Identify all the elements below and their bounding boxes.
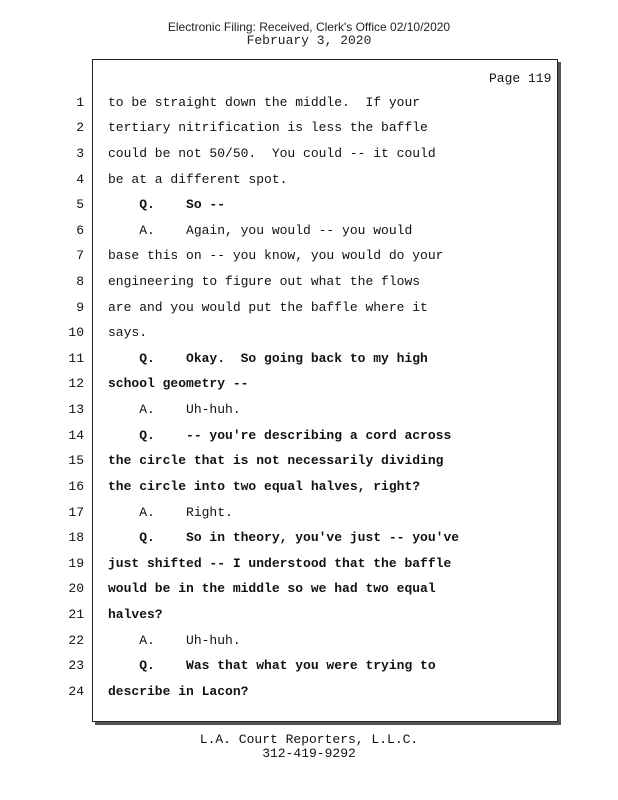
transcript-line: tertiary nitrification is less the baffle <box>108 120 428 135</box>
transcript-line: school geometry -- <box>108 376 249 391</box>
line-number: 4 <box>76 172 84 187</box>
transcript-line: the circle that is not necessarily dividing <box>108 453 444 468</box>
line-number: 6 <box>76 223 84 238</box>
line-number: 11 <box>68 351 84 366</box>
transcript-line: A. Uh-huh. <box>108 633 241 648</box>
transcript-line: Q. -- you're describing a cord across <box>108 428 452 443</box>
transcript-line: describe in Lacon? <box>108 684 249 699</box>
transcript-line: be at a different spot. <box>108 172 288 187</box>
line-number: 23 <box>68 658 84 673</box>
line-number: 22 <box>68 633 84 648</box>
line-number: 15 <box>68 453 84 468</box>
line-number: 21 <box>68 607 84 622</box>
line-number: 12 <box>68 376 84 391</box>
transcript-line: says. <box>108 325 148 340</box>
transcript-line: Q. Okay. So going back to my high <box>108 351 428 366</box>
line-number: 13 <box>68 402 84 417</box>
transcript-date: February 3, 2020 <box>246 33 372 48</box>
line-number: 17 <box>68 505 84 520</box>
line-number: 5 <box>76 197 84 212</box>
line-number: 3 <box>76 146 84 161</box>
transcript-line: Q. So in theory, you've just -- you've <box>108 530 460 545</box>
transcript-line: engineering to figure out what the flows <box>108 274 421 289</box>
transcript-line: A. Right. <box>108 505 233 520</box>
transcript-line: to be straight down the middle. If your <box>108 95 421 110</box>
reporter-phone: 312-419-9292 <box>262 746 356 761</box>
transcript-line: would be in the middle so we had two equal <box>108 581 436 596</box>
reporter-company: L.A. Court Reporters, L.L.C. <box>199 732 419 747</box>
line-number: 7 <box>76 248 84 263</box>
transcript-line: halves? <box>108 607 163 622</box>
line-number: 2 <box>76 120 84 135</box>
filing-stamp: Electronic Filing: Received, Clerk's Office 02/10/2020 <box>167 20 451 34</box>
line-number: 18 <box>68 530 84 545</box>
transcript-line: A. Again, you would -- you would <box>108 223 413 238</box>
line-number: 16 <box>68 479 84 494</box>
transcript-line: Q. Was that what you were trying to <box>108 658 436 673</box>
transcript-line: A. Uh-huh. <box>108 402 241 417</box>
reporter-footer <box>0 733 618 761</box>
transcript-line: just shifted -- I understood that the baffle <box>108 556 452 571</box>
transcript-line: Q. So -- <box>108 197 226 212</box>
line-number: 9 <box>76 300 84 315</box>
line-number: 8 <box>76 274 84 289</box>
line-number: 1 <box>76 95 84 110</box>
line-number: 19 <box>68 556 84 571</box>
line-number: 24 <box>68 684 84 699</box>
line-number: 20 <box>68 581 84 596</box>
filing-header <box>0 20 618 48</box>
transcript-line: are and you would put the baffle where it <box>108 300 428 315</box>
transcript-line: the circle into two equal halves, right? <box>108 479 421 494</box>
page-number: Page 119 <box>489 71 552 86</box>
transcript-line: could be not 50/50. You could -- it could <box>108 146 436 161</box>
transcript-line: base this on -- you know, you would do your <box>108 248 444 263</box>
line-number: 10 <box>68 325 84 340</box>
line-number: 14 <box>68 428 84 443</box>
